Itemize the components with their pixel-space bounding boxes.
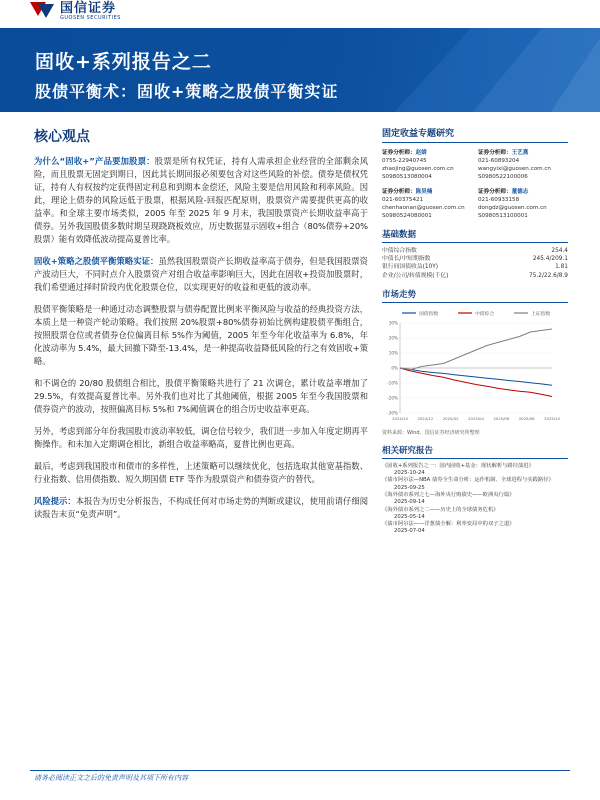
analyst-name: 董德志 bbox=[511, 189, 529, 195]
report-item[interactable] bbox=[382, 507, 568, 522]
title-banner bbox=[0, 28, 600, 112]
report-subtitle: 股债平衡术：固收+策略之股债平衡实证 bbox=[35, 82, 339, 101]
paragraph-method bbox=[34, 303, 368, 368]
paragraph-text: 股债平衡策略是一种通过动态调整股票与债券配置比例来平衡风险与收益的经典投资方法，本质上是一种资产轮动策略。我们按照 20%股票+80%债券初始比例构建股债平衡组合，按照股票仓位或者债券仓位偏离目标 5%作为阈值，2005 年至今年化收益率为 6.8%，年化波动率为 5.4%，最大回撤下降至-13.4%，是一种提高收益降低风险的行之有效固收+策略。 bbox=[34, 304, 368, 366]
y-tick-label: 0% bbox=[391, 365, 398, 371]
report-title[interactable]: 《海外债市系列之七—海外央行购债史——欧洲央行篇》 bbox=[382, 492, 515, 498]
paragraph-why-stocks bbox=[34, 155, 368, 246]
analyst-card bbox=[478, 149, 568, 181]
table-cell-value: 254.4 bbox=[551, 248, 568, 254]
report-item[interactable] bbox=[382, 521, 568, 536]
related-reports-list bbox=[382, 463, 568, 536]
report-item[interactable] bbox=[382, 492, 568, 507]
paragraph-text: 本报告为历史分析报告，不构成任何对市场走势的判断或建议，使用前请仔细阅读报告末页“免责声明”。 bbox=[34, 496, 368, 519]
y-tick-label: 20% bbox=[388, 335, 398, 341]
logo-english-name: GUOSEN SECURITIES bbox=[60, 14, 121, 21]
paragraph-text: 虽然我国股票资产长期收益率高于债券，但是我国股票资产波动巨大，不同时点介入股票资产对组合收益率影响巨大，因此在固收+投资加股票时，我们希望通过择时阶段内优化股票仓位，以实现更好的收益和更低的波动率。 bbox=[34, 256, 368, 292]
report-title[interactable]: 《固收+系列报告之一：国内固收+基金：现状解析与路径演进》 bbox=[382, 462, 534, 469]
chart-svg bbox=[382, 307, 568, 425]
paragraph-balance-strategy bbox=[34, 255, 368, 294]
y-tick-label: 30% bbox=[388, 320, 398, 326]
table-row bbox=[382, 272, 568, 280]
series-line-treasury bbox=[400, 368, 552, 385]
analyst-email[interactable]: chenhaonan@guosen.com.cn bbox=[382, 205, 465, 211]
analyst-list bbox=[382, 149, 568, 220]
footer-disclaimer: 请务必阅读正文之后的免责声明及其项下所有内容 bbox=[34, 774, 188, 782]
table-row bbox=[382, 247, 568, 255]
x-tick-label: 2025/06 bbox=[493, 415, 510, 421]
team-title: 固定收益专题研究 bbox=[382, 126, 568, 143]
y-tick-label: -10% bbox=[387, 380, 398, 386]
paragraph-lead: 为什么“固收+”产品要加股票： bbox=[34, 156, 155, 166]
paragraph-lead: 固收+策略之股债平衡策略实证： bbox=[34, 256, 159, 266]
y-tick-label: -20% bbox=[387, 395, 398, 401]
analyst-phone: 0755-22940745 bbox=[382, 158, 427, 164]
table-cell-label: 中债综合指数 bbox=[382, 248, 417, 254]
paragraph-text: 股票是所有权凭证，持有人需承担企业经营的全部剩余风险，而且股票无固定到期日，因此其长期回报必须要包含对这些风险的补偿。债券是债权凭证，持有人有权按约定获得固定利息和到期本金偿还，风险主要是信用风险和利率风险。因此，理论上债券的风险远低于股票，根据风险-回报匹配原则，股票资产需要提供更高的收益率。和全球主要市场类似，2005 年至 2025 年 9 月末，我国股票资产长期收益率高于债券。另外我国股债多数时期呈现跷跷板效应，历史数据显示固收+组合（80%债券+20%股票）能有效降低波动提高夏普比率。 bbox=[34, 156, 368, 244]
analyst-email[interactable]: zhaojing@guosen.com.cn bbox=[382, 166, 454, 172]
analyst-phone: 021-60893204 bbox=[478, 158, 520, 164]
paragraph-text: 最后，考虑到我国股市和债市的多样性，上述策略可以继续优化，包括选取其他宽基指数、行业指数、信用债指数、短久期国债 ETF 等作为股票资产和债券资产的替代。 bbox=[34, 461, 368, 484]
paragraph-rebalance bbox=[34, 425, 368, 451]
table-cell-label: 银行间国债收益(10Y) bbox=[382, 264, 439, 271]
analyst-role: 证券分析师： bbox=[382, 189, 416, 195]
paragraph-lead: 风险提示： bbox=[34, 496, 76, 506]
basic-data-title: 基础数据 bbox=[382, 228, 568, 243]
analyst-name: 陈昊楠 bbox=[415, 189, 433, 195]
x-tick-label: 2024/10 bbox=[392, 415, 408, 421]
table-row bbox=[382, 263, 568, 271]
report-title[interactable]: 《海外债市系列之二——历史上的全球债务危机》 bbox=[382, 506, 499, 513]
analyst-cert: S0980513100001 bbox=[478, 213, 528, 219]
y-tick-label: -30% bbox=[387, 410, 398, 416]
paragraph-risk-warning bbox=[34, 495, 368, 521]
analyst-email[interactable]: dongdz@guosen.com.cn bbox=[478, 205, 547, 211]
sidebar bbox=[382, 126, 568, 536]
analyst-cert: S0980513080004 bbox=[382, 174, 432, 180]
market-trend-title: 市场走势 bbox=[382, 288, 568, 303]
chart-source: 资料来源：Wind、国信证券经济研究所整理 bbox=[382, 429, 480, 436]
x-tick-label: 2025/10 bbox=[544, 415, 560, 421]
report-date: 2025-07-04 bbox=[394, 528, 425, 535]
x-tick-label: 2025/08 bbox=[518, 415, 535, 421]
report-date: 2025-09-14 bbox=[394, 499, 425, 506]
basic-data-table bbox=[382, 247, 568, 280]
legend-label: 中债综合 bbox=[475, 311, 495, 317]
core-views-title: 核心观点 bbox=[34, 129, 90, 145]
paragraph-optimization bbox=[34, 460, 368, 486]
analyst-card bbox=[382, 188, 472, 220]
table-cell-label: 企业/公司/转债规模(千亿) bbox=[382, 272, 449, 279]
report-item[interactable] bbox=[382, 463, 568, 478]
legend-label: 国债指数 bbox=[419, 311, 439, 317]
paragraph-text: 另外，考虑到部分年份我国股市波动率较低，调仓信号较少，我们进一步加入年度定期再平衡操作。和未加入定期调仓相比，新组合收益率略高，夏普比例也更高。 bbox=[34, 426, 368, 449]
analyst-role: 证券分析师： bbox=[478, 189, 512, 195]
analyst-role: 证券分析师： bbox=[382, 150, 416, 156]
related-reports-title: 相关研究报告 bbox=[382, 444, 568, 459]
analyst-name: 王艺熹 bbox=[511, 150, 529, 156]
logo-bar bbox=[0, 0, 600, 30]
report-item[interactable] bbox=[382, 477, 568, 492]
legend-label: 上证指数 bbox=[531, 311, 551, 317]
analyst-card bbox=[478, 188, 568, 220]
analyst-role: 证券分析师： bbox=[478, 150, 512, 156]
table-cell-label: 中债长/中短期指数 bbox=[382, 256, 431, 263]
report-date: 2025-09-25 bbox=[394, 484, 425, 491]
paragraph-text: 和不调仓的 20/80 股债组合相比，股债平衡策略共进行了 21 次调仓，累计收益率增加了 29.5%，有效提高夏普比率。另外我们也对比了其他阈值，根据 2005 年至今我国股票和债券资产的波动，按照偏离目标 5%和 7%阈值调仓的组合历史收益率更高。 bbox=[34, 378, 368, 414]
table-row bbox=[382, 255, 568, 263]
series-line-sse bbox=[400, 329, 552, 370]
x-tick-label: 2025/02 bbox=[442, 415, 459, 421]
analyst-email[interactable]: wangyixi@guosen.com.cn bbox=[478, 166, 551, 172]
company-logo bbox=[30, 0, 121, 22]
y-tick-label: 10% bbox=[388, 350, 398, 356]
report-date: 2025-10-24 bbox=[394, 470, 425, 477]
logo-chinese-name: 国信证券 bbox=[60, 0, 117, 16]
report-title[interactable]: 《债市阿尔法—NBA 债券全生命分析：运作机制、全球进程与实践路径》 bbox=[382, 477, 554, 484]
analyst-phone: 021-60933158 bbox=[478, 197, 520, 203]
paragraph-comparison bbox=[34, 377, 368, 416]
logo-mark-icon bbox=[30, 2, 54, 20]
table-cell-value: 245.4/209.1 bbox=[532, 256, 568, 263]
analyst-cert: S0980522100006 bbox=[478, 174, 528, 180]
footer-divider bbox=[30, 770, 570, 771]
x-tick-label: 2024/12 bbox=[417, 415, 434, 421]
table-cell-value: 75.2/22.6/8.9 bbox=[529, 272, 568, 279]
analyst-phone: 021-60375421 bbox=[382, 197, 424, 203]
analyst-name: 赵婧 bbox=[415, 150, 427, 156]
table-cell-value: 1.81 bbox=[555, 264, 568, 271]
analyst-cert: S0980524080001 bbox=[382, 213, 432, 219]
report-date: 2025-05-14 bbox=[394, 513, 425, 520]
market-trend-chart bbox=[382, 307, 568, 425]
analyst-card bbox=[382, 149, 472, 181]
core-views-section bbox=[34, 126, 368, 530]
report-title[interactable]: 《债市阿尔法——洋葱债全解：利率变局中的双子之道》 bbox=[382, 521, 515, 528]
report-series-title: 固收+系列报告之二 bbox=[35, 51, 212, 73]
x-tick-label: 2025/04 bbox=[468, 415, 484, 421]
banner-decoration bbox=[340, 28, 600, 112]
